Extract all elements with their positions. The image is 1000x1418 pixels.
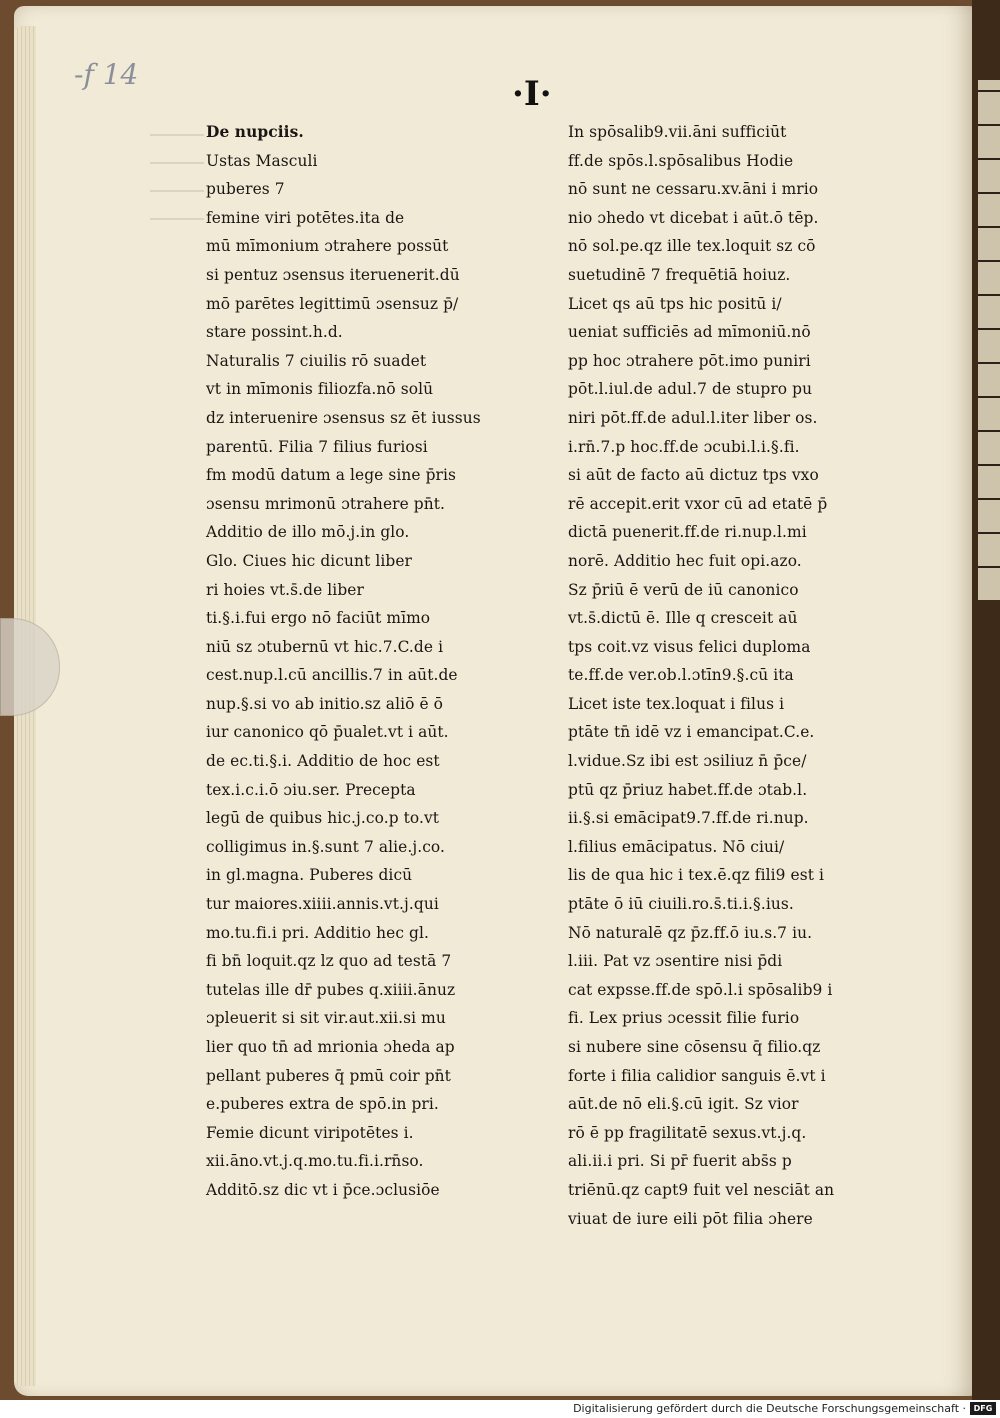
text-line: iur canonico qō p̄ualet.vt i aūt. [206,723,449,742]
text-line: si nubere sine cōsensu q̄ filio.qz [568,1038,821,1056]
text-line: rō ē pp fragilitatē sexus.vt.j.q. [568,1123,807,1142]
text-line: l.vidue.Sz ibi est ɔsiliuz n̄ p̄ce/ [568,752,807,771]
text-line: Licet qs aū tps hic positū i/ [568,294,782,313]
text-line: lier quo tn̄ ad mrionia ɔheda ap [206,1038,455,1056]
text-line: tps coit.vz visus felici duploma [568,637,811,656]
text-line: nup.§.si vo ab initio.sz aliō ē ō [206,694,444,713]
text-line: ptāte ō iū ciuili.ro.s̄.ti.i.§.ius. [568,895,794,914]
text-line: vt.s̄.dictū ē. Ille q cresceit aū [568,609,798,628]
text-line: de ec.ti.§.i. Additio de hoc est [206,752,440,771]
text-line: lis de qua hic i tex.ē.qz fili9 est i [568,866,825,885]
text-line: rē accepit.erit vxor cū ad etatē p̄ [568,494,828,513]
text-line: viuat de iure eili pōt filia ɔhere [568,1209,813,1228]
text-line: nō sunt ne cessaru.xv.āni i mrio [568,180,819,199]
text-line: Additō.sz dic vt i p̄ce.ɔclusiōe [206,1180,440,1199]
text-line: si aūt de facto aū dictuz tps vxo [568,466,819,485]
text-line: ptāte tn̄ idē vz i emancipat.C.e. [568,723,815,742]
text-line: ptū qz p̄riuz habet.ff.de ɔtab.l. [568,780,808,799]
show-through [150,124,204,224]
text-line: fm modū datum a lege sine p̄ris [206,466,457,485]
text-line: nio ɔhedo vt dicebat i aūt.ō tēp. [568,208,819,227]
text-line: Glo. Ciues hic dicunt liber [206,551,413,570]
text-line: ɔpleuerit si sit vir.aut.xii.si mu [206,1009,446,1028]
text-line: l.filius emācipatus. Nō ciui/ [568,837,785,856]
text-line: ɔsensu mrimonū ɔtrahere pn̄t. [206,494,446,513]
text-line: te.ff.de ver.ob.l.ɔtīn9.§.cū ita [568,666,794,685]
text-line: ueniat sufficiēs ad mīmoniū.nō [568,323,811,342]
text-line: in gl.magna. Puberes dicū [206,866,413,885]
text-line: forte i filia calidior sanguis ē.vt i [568,1066,826,1085]
text-line: legū de quibus hic.j.co.p to.vt [206,809,440,828]
text-line: tur maiores.xiiii.annis.vt.j.qui [206,895,439,914]
text-line: cat expsse.ff.de spō.l.i spōsalib9 i [568,980,833,999]
text-line: In spōsalib9.vii.āni sufficiūt [568,123,787,141]
text-line: Additio de illo mō.j.in glo. [206,523,410,542]
text-line: pōt.l.iul.de adul.7 de stupro pu [568,380,813,399]
text-line: vt in mīmonis filiozfa.nō solū [206,380,434,399]
text-line: dz interuenire ɔsensus sz ēt iussus [206,408,481,427]
text-line: puberes 7 [206,180,285,199]
right-column [568,118,878,1233]
text-line: Sz p̄riū ē verū de iū canonico [568,580,799,599]
text-line: mū mīmonium ɔtrahere possūt [206,237,449,256]
text-line: Naturalis 7 ciuilis rō suadet [206,351,427,370]
text-line: triēnū.qz capt9 fuit vel nesciāt an [568,1180,835,1199]
text-line: niū sz ɔtubernū vt hic.7.C.de i [206,637,444,656]
text-line: pellant puberes q̄ pmū coir pn̄t [206,1066,451,1085]
text-line: Licet iste tex.loquat i filus i [568,694,785,713]
page-number: ·I· [512,74,552,114]
text-line: fi bn̄ loquit.qz lz quo ad testā 7 [206,952,452,971]
text-line: aūt.de nō eli.§.cū igit. Sz vior [568,1095,799,1114]
text-line: niri pōt.ff.de adul.l.iter liber os. [568,408,818,427]
dfg-logo: DFG [970,1402,996,1415]
text-line: ri hoies vt.s̄.de liber [206,580,364,599]
text-line: e.puberes extra de spō.in pri. [206,1095,439,1114]
text-line: suetudinē 7 frequētiā hoiuz. [568,265,791,284]
text-line: Ustas Masculi [206,151,318,170]
text-line: De nupciis. [206,123,304,141]
text-line: dictā puenerit.ff.de ri.nup.l.mi [568,523,807,542]
text-line: ff.de spōs.l.spōsalibus Hodie [568,151,794,170]
text-line: ti.§.i.fui ergo nō faciūt mīmo [206,609,431,628]
text-line: norē. Additio hec fuit opi.azo. [568,551,802,570]
text-line: pp hoc ɔtrahere pōt.imo puniri [568,351,811,370]
text-line: tex.i.c.i.ō ɔiu.ser. Precepta [206,780,416,799]
text-line: femine viri potētes.ita de [206,208,405,227]
text-line: mō parētes legittimū ɔsensuz p̄/ [206,294,459,313]
text-line: Femie dicunt viripotētes i. [206,1123,414,1142]
text-line: xii.āno.vt.j.q.mo.tu.fi.i.rn̄so. [206,1152,424,1171]
digitization-credit: Digitalisierung gefördert durch die Deutsche Forschungsgemeinschaft · [573,1402,966,1415]
text-line: tutelas ille dr̄ pubes q.xiiii.ānuz [206,980,456,999]
text-line: nō sol.pe.qz ille tex.loquit sz cō [568,237,816,256]
text-line: stare possint.h.d. [206,323,343,342]
text-line: si pentuz ɔsensus iteruenerit.dū [206,265,460,284]
text-line: ali.ii.i pri. Si pr̄ fuerit abs̄s p [568,1152,792,1171]
text-line: mo.tu.fi.i pri. Additio hec gl. [206,923,430,942]
text-line: colligimus in.§.sunt 7 alie.j.co. [206,837,446,856]
handwritten-folio-mark: -f 14 [74,58,139,91]
left-column [206,118,518,1205]
text-line: l.iii. Pat vz ɔsentire nisi p̄di [568,952,783,971]
text-line: i.rn̄.7.p hoc.ff.de ɔcubi.l.i.§.fi. [568,437,800,456]
text-line: parentū. Filia 7 filius furiosi [206,437,428,456]
facing-page-fragment [978,80,1000,600]
text-line: fi. Lex prius ɔcessit filie furio [568,1009,800,1028]
text-line: cest.nup.l.cū ancillis.7 in aūt.de [206,666,458,685]
text-line: ii.§.si emācipat9.7.ff.de ri.nup. [568,809,809,828]
text-line: Nō naturalē qz p̄z.ff.ō iu.s.7 iu. [568,923,813,942]
